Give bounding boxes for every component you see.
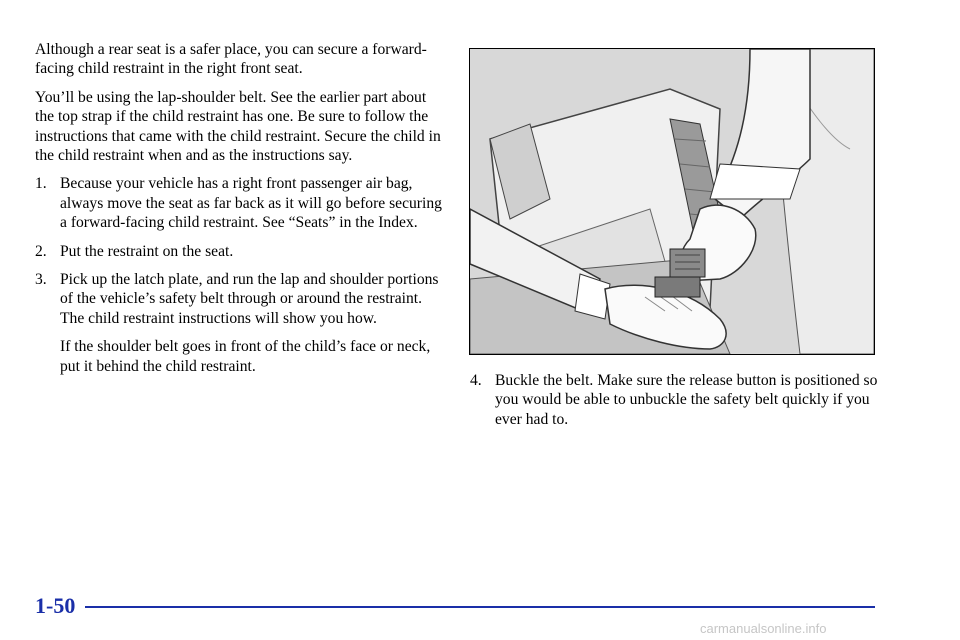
right-column	[470, 371, 880, 438]
step-2	[35, 242, 447, 261]
step-4	[470, 371, 880, 429]
step-text: Put the restraint on the seat.	[60, 242, 234, 260]
step-text: Pick up the latch plate, and run the lap and shoulder portions of the vehicle’s safety belt through or around the restraint. The child restraint instructions will show you how.	[60, 271, 439, 327]
step-1	[35, 174, 447, 232]
child-restraint-illustration	[469, 48, 875, 355]
footer-rule	[85, 606, 875, 608]
illustration-drawing	[470, 49, 874, 354]
page-number: 1-50	[35, 593, 76, 618]
step-number: 4.	[470, 372, 482, 389]
step-3	[35, 270, 447, 328]
step-number: 3.	[35, 271, 47, 289]
step-number: 2.	[35, 242, 47, 260]
left-column	[35, 40, 447, 385]
lap-shoulder-paragraph: You’ll be using the lap-shoulder belt. See the earlier part about the top strap if the child restraint has one. Be sure to follow the instructions that came with the child restraint. Secure the child in the child restraint when and as the instructions say.	[35, 88, 441, 165]
step-number: 1.	[35, 175, 47, 193]
step-text: Buckle the belt. Make sure the release button is positioned so you would be able to unbuckle the safety belt quickly if you ever had to.	[495, 372, 878, 428]
step-3-note: If the shoulder belt goes in front of the child’s face or neck, put it behind the child restraint.	[60, 338, 431, 375]
intro-paragraph: Although a rear seat is a safer place, you can secure a forward-facing child restraint in the right front seat.	[35, 41, 427, 78]
watermark: carmanualsonline.info	[700, 621, 827, 636]
step-text: Because your vehicle has a right front passenger air bag, always move the seat as far back as it will go before securing a forward-facing child restraint. See “Seats” in the Index.	[60, 175, 442, 232]
